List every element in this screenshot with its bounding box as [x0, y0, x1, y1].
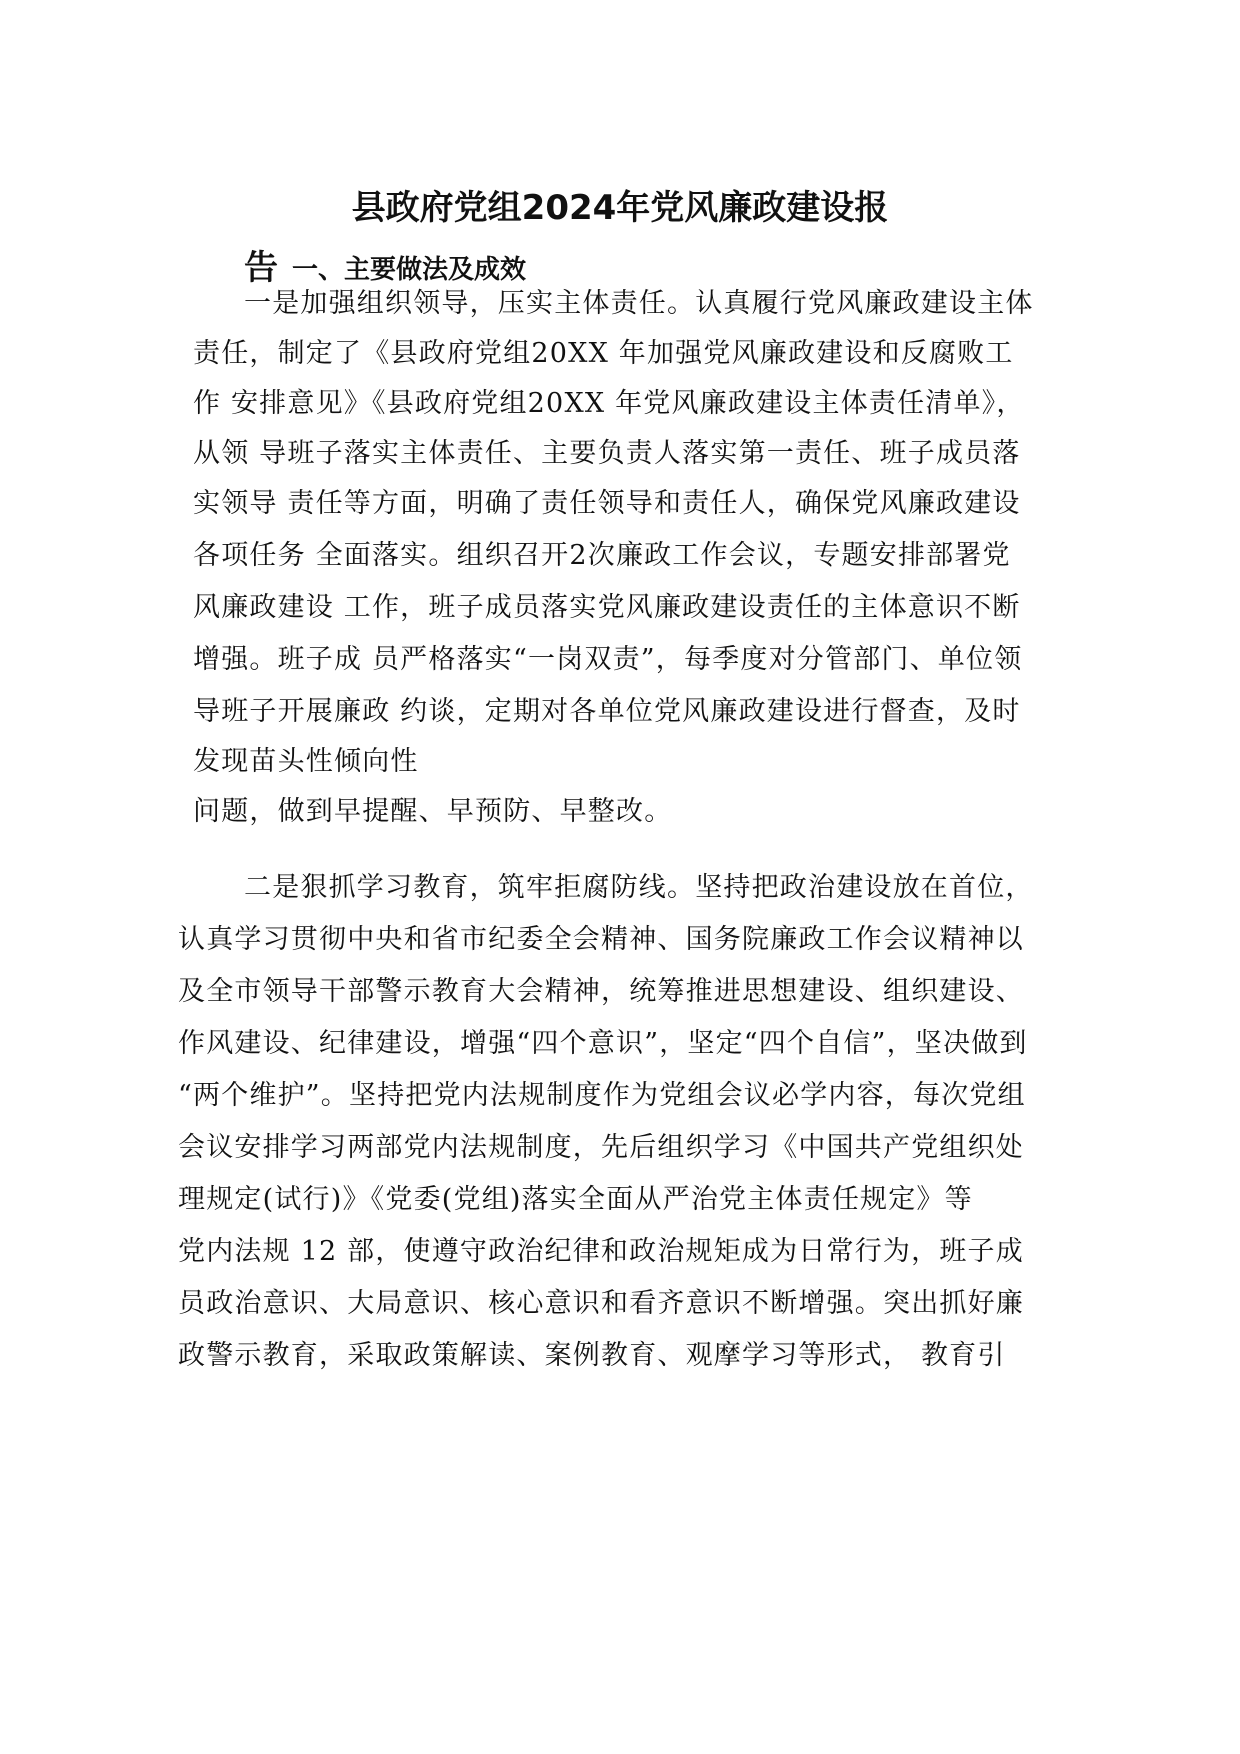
paragraph-line: 发现苗头性倾向性: [193, 746, 419, 777]
paragraph-line: 实领导 责任等方面，明确了责任领导和责任人，确保党风廉政建设: [193, 488, 1021, 519]
paragraph-line: 风廉政建设 工作，班子成员落实党风廉政建设责任的主体意识不断: [193, 592, 1021, 623]
paragraph-line: 二是狠抓学习教育，筑牢拒腐防线。坚持把政治建设放在首位，: [244, 872, 1034, 903]
paragraph-line: 政警示教育，采取政策解读、案例教育、观摩学习等形式， 教育引: [178, 1340, 1006, 1371]
section-heading: 一、主要做法及成效: [292, 255, 527, 285]
document-title-continuation: 告: [244, 248, 278, 288]
document-title: 县政府党组2024年党风廉政建设报: [351, 188, 889, 228]
paragraph-line: 党内法规 12 部，使遵守政治纪律和政治规矩成为日常行为，班子成: [178, 1236, 1024, 1267]
paragraph-line: 问题，做到早提醒、早预防、早整改。: [193, 796, 673, 827]
paragraph-line: 作 安排意见》《县政府党组20XX 年党风廉政建设主体责任清单》，: [193, 388, 1025, 419]
paragraph-line: “两个维护”。坚持把党内法规制度作为党组会议必学内容，每次党组: [178, 1080, 1026, 1111]
paragraph-line: 责任，制定了《县政府党组20XX 年加强党风廉政建设和反腐败工: [193, 338, 1014, 369]
paragraph-line: 及全市领导干部警示教育大会精神，统筹推进思想建设、组织建设、: [178, 976, 1024, 1007]
paragraph-line: 从领 导班子落实主体责任、主要负责人落实第一责任、班子成员落: [193, 438, 1021, 469]
paragraph-line: 一是加强组织领导，压实主体责任。认真履行党风廉政建设主体: [244, 288, 1034, 319]
paragraph-line: 员政治意识、大局意识、核心意识和看齐意识不断增强。突出抓好廉: [178, 1288, 1024, 1319]
paragraph-line: 导班子开展廉政 约谈，定期对各单位党风廉政建设进行督查，及时: [193, 696, 1021, 727]
paragraph-line: 增强。班子成 员严格落实“一岗双责”，每季度对分管部门、单位领: [193, 644, 1023, 675]
paragraph-line: 理规定(试行)》《党委(党组)落实全面从严治党主体责任规定》等: [178, 1184, 973, 1215]
paragraph-line: 各项任务 全面落实。组织召开2次廉政工作会议，专题安排部署党: [193, 540, 1011, 571]
paragraph-line: 作风建设、纪律建设，增强“四个意识”，坚定“四个自信”，坚决做到: [178, 1028, 1028, 1059]
paragraph-line: 会议安排学习两部党内法规制度，先后组织学习《中国共产党组织处: [178, 1132, 1024, 1163]
paragraph-line: 认真学习贯彻中央和省市纪委全会精神、国务院廉政工作会议精神以: [178, 924, 1024, 955]
